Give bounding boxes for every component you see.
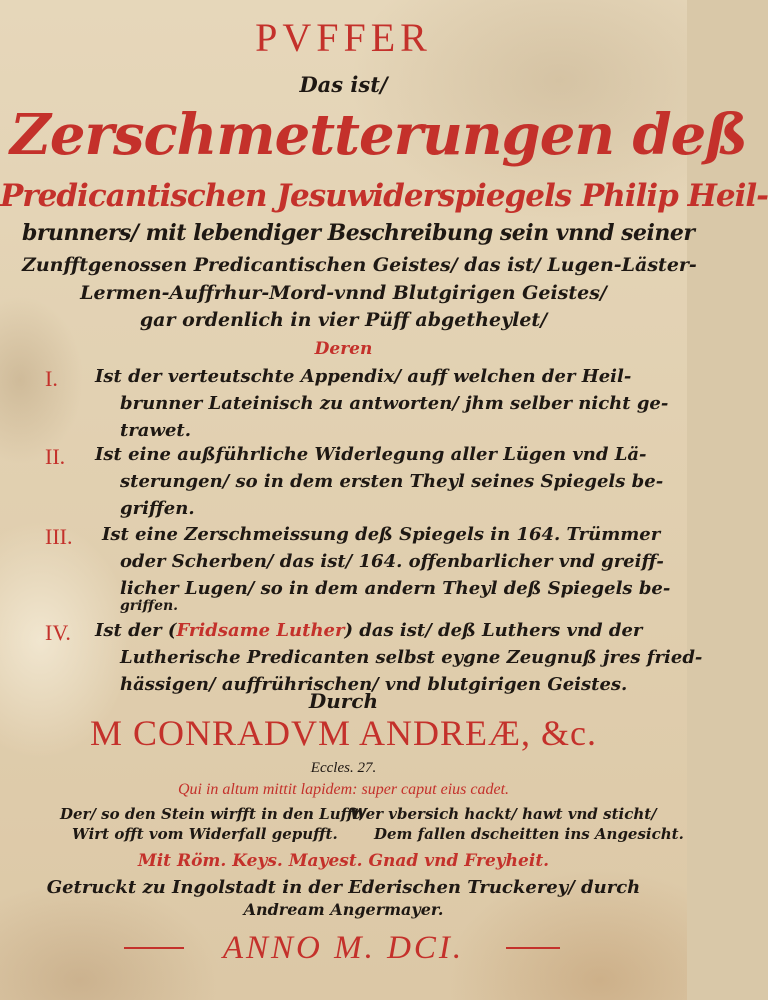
- verse-left-1: Der/ so den Stein wirfft in den Lufft/: [60, 805, 366, 823]
- item-text: Ist der (: [95, 620, 177, 641]
- item-line: licher Lugen/ so in dem andern Theyl deß Spiegels be-: [120, 578, 671, 599]
- author-name: M CONRADVM ANDREÆ, &c.: [89, 713, 598, 753]
- verse-right-1: Wer vbersich hackt/ hawt vnd sticht/: [350, 805, 657, 823]
- fridsame-luther-highlight: Fridsame Luther: [176, 620, 345, 641]
- item-numeral: III.: [45, 524, 73, 549]
- item-line: oder Scherben/ das ist/ 164. offenbarlicher vnd greiff-: [120, 551, 664, 572]
- item-numeral: II.: [45, 444, 66, 469]
- printer-line-1: Getruckt zu Ingolstadt in der Ederischen Truckerey/ durch: [46, 877, 641, 898]
- item-line: griffen.: [120, 498, 195, 519]
- latin-quote: Qui in altum mittit lapidem: super caput eius cadet.: [177, 781, 510, 798]
- durch-line: Durch: [308, 689, 379, 713]
- item-line: brunner Lateinisch zu antworten/ jhm selber nicht ge-: [120, 393, 669, 414]
- intro-line: brunners/ mit lebendiger Beschreibung sein vnnd seiner: [22, 220, 695, 246]
- book-title: PVFFER: [255, 15, 432, 60]
- decorative-rule-right: [506, 947, 560, 949]
- main-title-line-1: Zerschmetterungen deß: [10, 102, 747, 168]
- das-ist-line: Das ist/: [299, 72, 388, 97]
- item-numeral: IV.: [45, 620, 71, 645]
- publication-year: ANNO M. DCI.: [222, 930, 465, 966]
- item-numeral: I.: [45, 366, 58, 391]
- main-title-line-2: Predicantischen Jesuwiderspiegels Philip Heil-: [0, 178, 768, 214]
- verse-left-2: Wirt offt vom Widerfall gepufft.: [72, 825, 338, 843]
- item-line: sterungen/ so in dem ersten Theyl seines Spiegels be-: [120, 471, 664, 492]
- item-line: Ist der verteutschte Appendix/ auff welchen der Heil-: [95, 366, 632, 387]
- item-line: hässigen/ auffrührischen/ vnd blutgirigen Geistes.: [120, 674, 628, 695]
- item-line: Lutherische Predicanten selbst eygne Zeugnuß jres fried-: [120, 647, 703, 668]
- privilege-line: Mit Röm. Keys. Mayest. Gnad vnd Freyheit.: [137, 851, 550, 871]
- intro-line: Zunfftgenossen Predicantischen Geistes/ das ist/ Lugen-Läster-: [22, 254, 697, 276]
- item-line: Ist eine außführliche Widerlegung aller Lügen vnd Lä-: [95, 444, 647, 465]
- deren-heading: Deren: [314, 339, 373, 359]
- item-line: trawet.: [120, 420, 191, 441]
- intro-line: gar ordenlich in vier Püff abgetheylet/: [139, 309, 548, 331]
- item-line: [95, 620, 642, 641]
- item-line: griffen.: [120, 598, 179, 614]
- item-text: ) das ist/ deß Luthers vnd der: [344, 620, 643, 641]
- printer-line-2: Andream Angermayer.: [243, 900, 444, 919]
- item-line: Ist eine Zerschmeissung deß Spiegels in 164. Trümmer: [102, 524, 661, 545]
- intro-line: Lermen-Auffrhur-Mord-vnnd Blutgirigen Geistes/: [80, 282, 607, 304]
- verse-right-2: Dem fallen dscheitten ins Angesicht.: [374, 825, 684, 843]
- scripture-reference: Eccles. 27.: [310, 760, 377, 776]
